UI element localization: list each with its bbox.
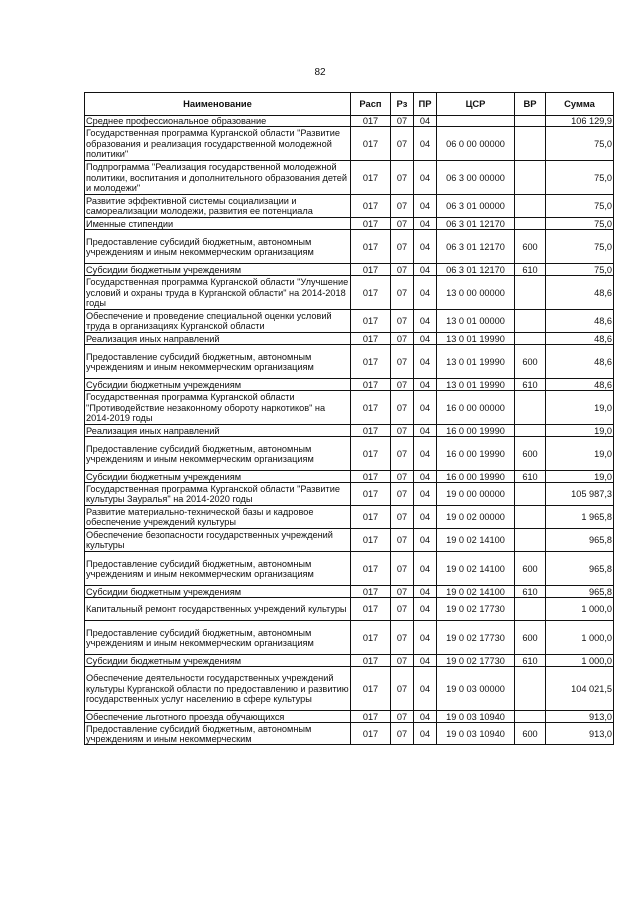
row-rz: 07 [391,310,414,333]
row-vr [515,529,546,552]
row-vr [515,506,546,529]
table-row [85,379,614,391]
table-body [85,116,614,745]
row-sum: 48,6 [546,276,614,310]
row-pr: 04 [414,425,437,437]
row-rz: 07 [391,621,414,655]
row-sum: 75,0 [546,127,614,161]
row-vr [515,127,546,161]
row-rz: 07 [391,552,414,586]
row-rasp: 017 [351,276,391,310]
row-csr: 13 0 01 19990 [437,333,515,345]
row-csr: 06 3 01 12170 [437,230,515,264]
row-rz: 07 [391,276,414,310]
row-csr [437,116,515,127]
row-rz: 07 [391,218,414,230]
row-rasp: 017 [351,116,391,127]
row-vr: 610 [515,655,546,667]
row-rasp: 017 [351,310,391,333]
page-number: 82 [314,67,326,78]
table-row [85,552,614,586]
row-pr: 04 [414,552,437,586]
table-row [85,230,614,264]
table-row [85,586,614,598]
row-sum: 19,0 [546,425,614,437]
row-sum: 75,0 [546,264,614,276]
header-rasp: Расп [351,93,391,116]
header-rz: Рз [391,93,414,116]
table-row [85,506,614,529]
row-sum: 105 987,3 [546,483,614,506]
header-vr: ВР [515,93,546,116]
row-csr: 06 3 00 00000 [437,161,515,195]
row-sum: 48,6 [546,379,614,391]
row-rasp: 017 [351,345,391,379]
row-csr: 19 0 02 14100 [437,552,515,586]
row-rz: 07 [391,655,414,667]
header-name: Наименование [85,93,351,116]
row-pr: 04 [414,598,437,621]
row-rz: 07 [391,116,414,127]
row-name: Среднее профессиональное образование [85,116,351,127]
row-pr: 04 [414,310,437,333]
row-rasp: 017 [351,437,391,471]
row-pr: 04 [414,391,437,425]
row-csr: 13 0 01 00000 [437,310,515,333]
row-vr: 600 [515,345,546,379]
row-sum: 913,0 [546,723,614,745]
row-sum: 913,0 [546,711,614,723]
row-rz: 07 [391,598,414,621]
row-pr: 04 [414,437,437,471]
row-pr: 04 [414,506,437,529]
row-pr: 04 [414,276,437,310]
row-pr: 04 [414,116,437,127]
row-csr: 13 0 01 19990 [437,379,515,391]
row-rasp: 017 [351,506,391,529]
table-row [85,655,614,667]
row-csr: 19 0 02 14100 [437,586,515,598]
row-sum: 19,0 [546,391,614,425]
row-name: Субсидии бюджетным учреждениям [85,655,351,667]
row-rasp: 017 [351,218,391,230]
row-name: Государственная программа Курганской области "Противодействие незаконному обороту наркотиков" на 2014-2019 годы [85,391,351,425]
row-rasp: 017 [351,379,391,391]
row-rz: 07 [391,723,414,745]
table-row [85,161,614,195]
row-vr [515,483,546,506]
row-name: Реализация иных направлений [85,333,351,345]
row-rasp: 017 [351,161,391,195]
row-csr: 16 0 00 00000 [437,391,515,425]
row-sum: 1 000,0 [546,621,614,655]
row-name: Предоставление субсидий бюджетным, автономным учреждениям и иным некоммерческим организациям [85,437,351,471]
row-rz: 07 [391,195,414,218]
row-sum: 48,6 [546,345,614,379]
row-pr: 04 [414,667,437,711]
row-rasp: 017 [351,264,391,276]
row-rasp: 017 [351,586,391,598]
row-rz: 07 [391,483,414,506]
row-vr: 610 [515,586,546,598]
row-pr: 04 [414,483,437,506]
row-vr [515,161,546,195]
row-csr: 19 0 02 17730 [437,655,515,667]
table-row [85,529,614,552]
row-sum: 75,0 [546,195,614,218]
table-row [85,598,614,621]
row-sum: 75,0 [546,218,614,230]
table-row [85,667,614,711]
table-header-row [85,93,614,116]
row-pr: 04 [414,529,437,552]
row-rz: 07 [391,127,414,161]
row-vr [515,425,546,437]
row-name: Государственная программа Курганской области "Улучшение условий и охраны труда в Курганской области" на 2014-2018 годы [85,276,351,310]
row-rasp: 017 [351,598,391,621]
row-vr: 600 [515,621,546,655]
row-pr: 04 [414,230,437,264]
row-name: Субсидии бюджетным учреждениям [85,471,351,483]
row-rz: 07 [391,161,414,195]
table-row [85,711,614,723]
row-rasp: 017 [351,425,391,437]
row-sum: 1 000,0 [546,598,614,621]
header-csr: ЦСР [437,93,515,116]
row-pr: 04 [414,127,437,161]
row-rz: 07 [391,506,414,529]
row-rz: 07 [391,586,414,598]
table-row [85,471,614,483]
table-row [85,310,614,333]
row-vr: 600 [515,437,546,471]
row-pr: 04 [414,621,437,655]
row-name: Развитие эффективной системы социализации и самореализации молодежи, развития ее потенциала [85,195,351,218]
row-rasp: 017 [351,621,391,655]
table-row [85,127,614,161]
row-csr: 16 0 00 19990 [437,471,515,483]
row-name: Развитие материально-технической базы и кадровое обеспечение учреждений культуры [85,506,351,529]
header-pr: ПР [414,93,437,116]
row-csr: 19 0 00 00000 [437,483,515,506]
row-csr: 19 0 03 00000 [437,667,515,711]
row-name: Обеспечение и проведение специальной оценки условий труда в организациях Курганской области [85,310,351,333]
row-vr [515,598,546,621]
row-pr: 04 [414,264,437,276]
row-rasp: 017 [351,127,391,161]
row-name: Капитальный ремонт государственных учреждений культуры [85,598,351,621]
table-row [85,218,614,230]
row-rz: 07 [391,379,414,391]
row-name: Предоставление субсидий бюджетным, автономным учреждениям и иным некоммерческим [85,723,351,745]
row-sum: 1 965,8 [546,506,614,529]
row-csr: 06 3 01 00000 [437,195,515,218]
row-pr: 04 [414,711,437,723]
table-row [85,333,614,345]
row-rasp: 017 [351,483,391,506]
row-pr: 04 [414,655,437,667]
row-name: Именные стипендии [85,218,351,230]
row-rz: 07 [391,345,414,379]
row-rasp: 017 [351,391,391,425]
row-sum: 965,8 [546,552,614,586]
row-sum: 1 000,0 [546,655,614,667]
row-rz: 07 [391,437,414,471]
row-name: Обеспечение безопасности государственных учреждений культуры [85,529,351,552]
table-row [85,437,614,471]
row-pr: 04 [414,333,437,345]
table-row [85,621,614,655]
row-rasp: 017 [351,552,391,586]
header-sum: Сумма [546,93,614,116]
row-sum: 75,0 [546,161,614,195]
row-rasp: 017 [351,195,391,218]
row-pr: 04 [414,195,437,218]
row-sum: 19,0 [546,437,614,471]
row-name: Подпрограмма "Реализация государственной молодежной политики, воспитания и дополнительного образования детей и молодежи" [85,161,351,195]
row-vr: 610 [515,264,546,276]
row-name: Государственная программа Курганской области "Развитие образования и реализация государственной молодежной политики" [85,127,351,161]
table-row [85,195,614,218]
row-sum: 48,6 [546,310,614,333]
row-rz: 07 [391,264,414,276]
row-rasp: 017 [351,711,391,723]
row-sum: 965,8 [546,586,614,598]
row-csr: 19 0 02 00000 [437,506,515,529]
row-name: Предоставление субсидий бюджетным, автономным учреждениям и иным некоммерческим организациям [85,552,351,586]
row-vr: 610 [515,379,546,391]
table-row [85,425,614,437]
row-rz: 07 [391,230,414,264]
row-rz: 07 [391,425,414,437]
row-name: Субсидии бюджетным учреждениям [85,264,351,276]
row-sum: 106 129,9 [546,116,614,127]
row-rz: 07 [391,391,414,425]
row-vr [515,218,546,230]
row-pr: 04 [414,161,437,195]
row-sum: 104 021,5 [546,667,614,711]
row-csr: 16 0 00 19990 [437,437,515,471]
row-vr [515,711,546,723]
row-rz: 07 [391,333,414,345]
row-vr [515,195,546,218]
table-row [85,276,614,310]
row-pr: 04 [414,471,437,483]
row-rz: 07 [391,471,414,483]
row-vr [515,116,546,127]
table-row [85,116,614,127]
row-pr: 04 [414,586,437,598]
row-sum: 19,0 [546,471,614,483]
row-pr: 04 [414,218,437,230]
table-row [85,723,614,745]
row-csr: 19 0 02 17730 [437,598,515,621]
row-vr [515,276,546,310]
row-rasp: 017 [351,529,391,552]
row-rasp: 017 [351,655,391,667]
row-name: Предоставление субсидий бюджетным, автономным учреждениям и иным некоммерческим организациям [85,230,351,264]
row-csr: 19 0 02 14100 [437,529,515,552]
row-pr: 04 [414,345,437,379]
row-csr: 16 0 00 19990 [437,425,515,437]
row-vr: 610 [515,471,546,483]
row-rasp: 017 [351,667,391,711]
row-rasp: 017 [351,723,391,745]
row-csr: 13 0 01 19990 [437,345,515,379]
row-rasp: 017 [351,471,391,483]
row-rasp: 017 [351,333,391,345]
row-rz: 07 [391,667,414,711]
row-vr: 600 [515,723,546,745]
row-vr: 600 [515,552,546,586]
row-sum: 965,8 [546,529,614,552]
row-rz: 07 [391,529,414,552]
row-sum: 75,0 [546,230,614,264]
row-rasp: 017 [351,230,391,264]
row-csr: 13 0 00 00000 [437,276,515,310]
table-row [85,391,614,425]
row-csr: 06 0 00 00000 [437,127,515,161]
row-name: Предоставление субсидий бюджетным, автономным учреждениям и иным некоммерческим организациям [85,345,351,379]
row-csr: 06 3 01 12170 [437,264,515,276]
row-sum: 48,6 [546,333,614,345]
table-row [85,345,614,379]
row-rz: 07 [391,711,414,723]
row-vr [515,333,546,345]
row-name: Государственная программа Курганской области "Развитие культуры Зауралья" на 2014-2020 годы [85,483,351,506]
row-csr: 19 0 03 10940 [437,723,515,745]
budget-table [84,92,614,745]
row-name: Обеспечение льготного проезда обучающихся [85,711,351,723]
row-name: Предоставление субсидий бюджетным, автономным учреждениям и иным некоммерческим организациям [85,621,351,655]
row-name: Субсидии бюджетным учреждениям [85,379,351,391]
row-pr: 04 [414,723,437,745]
row-name: Субсидии бюджетным учреждениям [85,586,351,598]
row-csr: 06 3 01 12170 [437,218,515,230]
row-pr: 04 [414,379,437,391]
row-csr: 19 0 03 10940 [437,711,515,723]
row-vr [515,667,546,711]
row-vr: 600 [515,230,546,264]
row-name: Реализация иных направлений [85,425,351,437]
table-row [85,264,614,276]
table-row [85,483,614,506]
row-vr [515,310,546,333]
row-csr: 19 0 02 17730 [437,621,515,655]
row-name: Обеспечение деятельности государственных учреждений культуры Курганской области по предоставлению и развитию государственных услуг населению в сфере культуры [85,667,351,711]
row-vr [515,391,546,425]
